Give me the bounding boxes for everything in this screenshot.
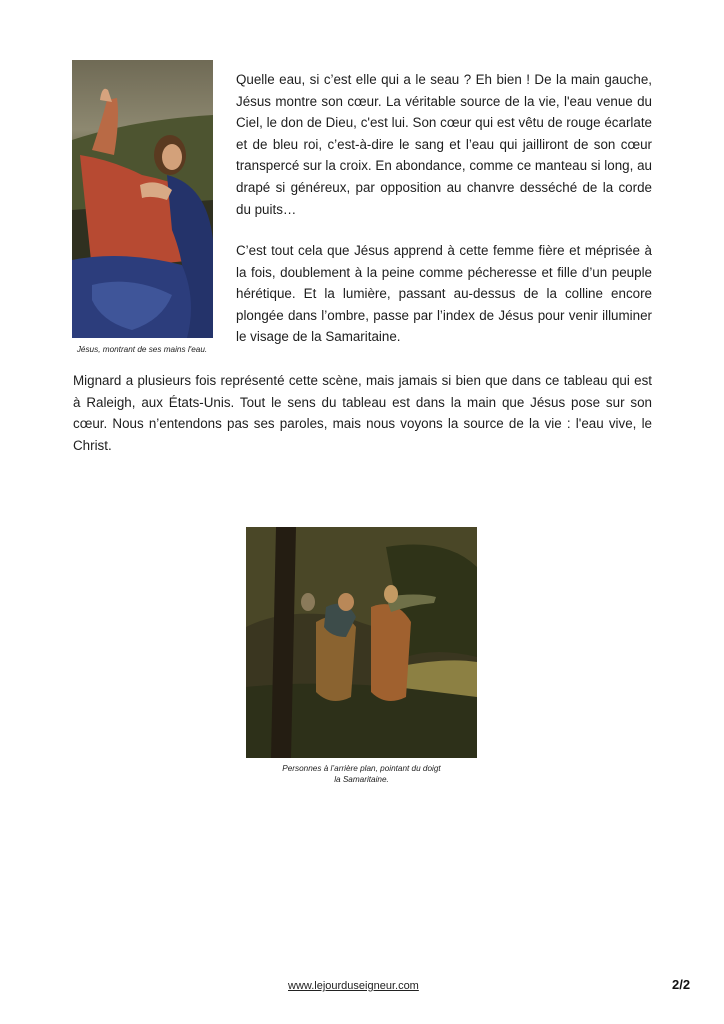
paragraph-2: C’est tout cela que Jésus apprend à cette femme fière et méprisée à la fois, doublement à la peine comme pécheresse et fille d’un peuple hérétique. Et la lumière, passant au-dessus de la colline encore plongée dans l’ombre, passe par l’index de Jésus pour venir illuminer le visage de la Samaritaine. bbox=[236, 243, 652, 345]
paragraph-1: Quelle eau, si c’est elle qui a le seau ? Eh bien ! De la main gauche, Jésus montre son cœur. La véritable source de la vie, l'eau venue du Ciel, le don de Dieu, c'est lui. Son cœur qui est vêtu de rouge écarlate et de bleu roi, c’est-à-dire le sang et l’eau qui jailliront de son cœur transpercé sur la croix. En abondance, comme ce manteau si long, au drapé si généreux, par opposition au chanvre desséché de la corde du puits… bbox=[236, 72, 652, 217]
page-number: 2/2 bbox=[672, 977, 691, 992]
paragraph-3: Mignard a plusieurs fois représenté cette scène, mais jamais si bien que dans ce tableau qui est à Raleigh, aux États-Unis. Tout le sens du tableau est dans la main que Jésus pose sur son cœur. Nous n’entendons pas ses paroles, mais nous voyons la source de la vie : l'eau vive, le Christ. bbox=[73, 373, 652, 453]
painting-disciples-image bbox=[246, 527, 477, 758]
figure2-caption-line2: la Samaritaine. bbox=[334, 775, 389, 784]
figure2-caption-line1: Personnes à l’arrière plan, pointant du doigt bbox=[282, 764, 441, 773]
website-link[interactable]: www.lejourduseigneur.com bbox=[288, 980, 419, 992]
figure1-caption: Jésus, montrant de ses mains l'eau. bbox=[76, 345, 208, 354]
figure2-caption bbox=[246, 763, 477, 785]
painting-jesus-image bbox=[72, 60, 213, 338]
